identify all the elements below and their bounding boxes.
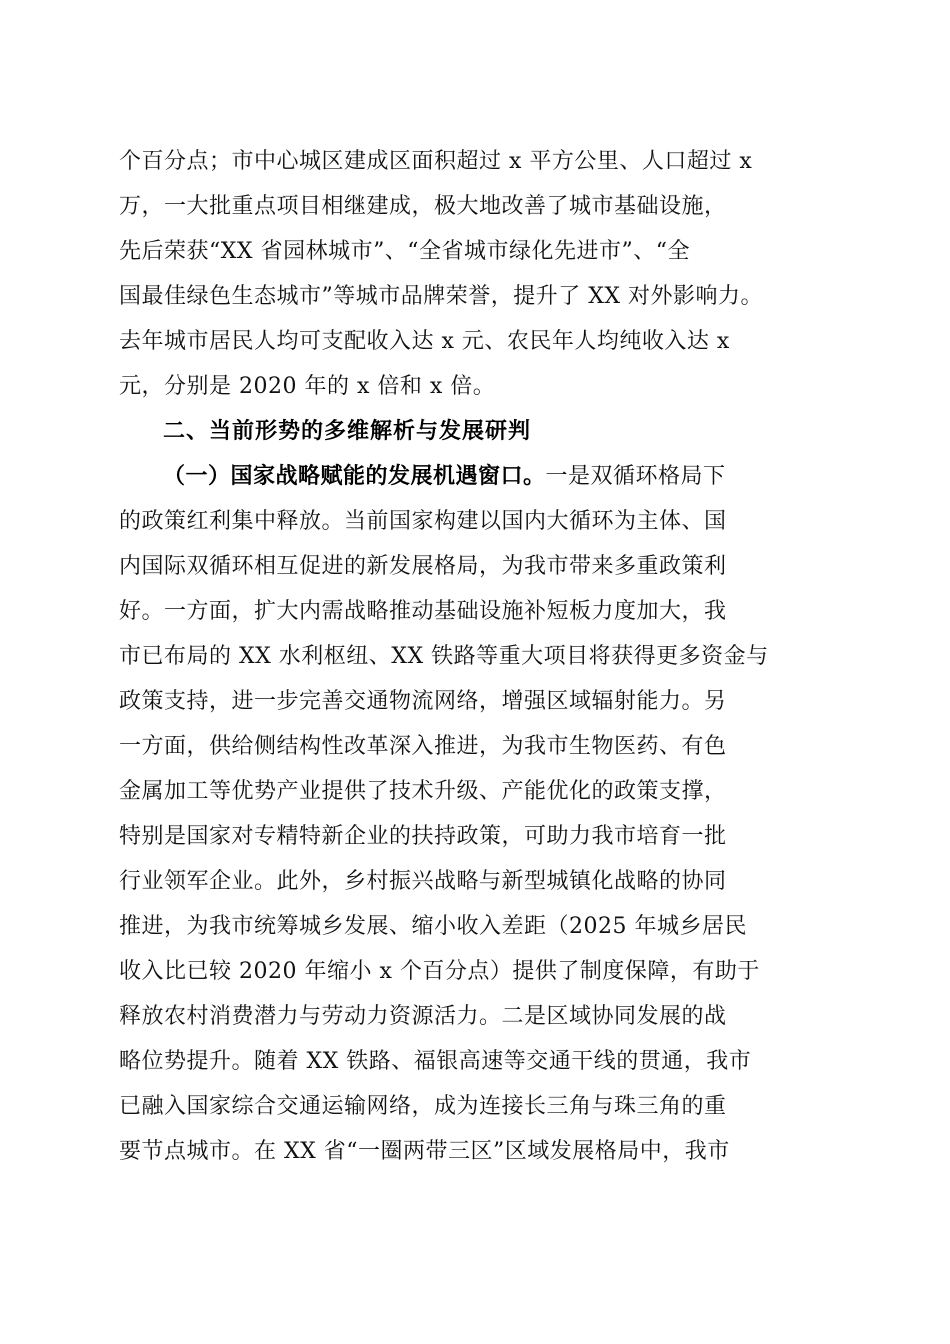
paragraph-line: 要节点城市。在 XX 省“一圈两带三区”区域发展格局中，我市 (119, 1139, 730, 1164)
subsection-first-line-text: 一是双循环格局下 (545, 464, 726, 489)
paragraph-line: 国最佳绿色生态城市”等城市品牌荣誉，提升了 XX 对外影响力。 (119, 284, 764, 309)
paragraph-line: 行业领军企业。此外，乡村振兴战略与新型城镇化战略的协同 (119, 869, 727, 894)
paragraph-line: 政策支持，进一步完善交通物流网络，增强区域辐射能力。另 (119, 689, 727, 714)
paragraph-line: 金属加工等优势产业提供了技术升级、产能优化的政策支撑， (119, 779, 727, 804)
subsection-first-line (163, 457, 875, 497)
paragraph-line: 去年城市居民人均可支配收入达 x 元、农民年人均纯收入达 x (119, 329, 730, 354)
paragraph-line: 已融入国家综合交通运输网络，成为连接长三角与珠三角的重 (119, 1094, 727, 1119)
paragraph-line: 推进，为我市统筹城乡发展、缩小收入差距（2025 年城乡居民 (119, 914, 747, 939)
subsection-heading: （一）国家战略赋能的发展机遇窗口。 (163, 464, 546, 489)
paragraph-line: 略位势提升。随着 XX 铁路、福银高速等交通干线的贯通，我市 (119, 1049, 752, 1074)
section-heading: 二、当前形势的多维解析与发展研判 (163, 419, 532, 444)
paragraph-line: 元，分别是 2020 年的 x 倍和 x 倍。 (119, 374, 496, 399)
paragraph-line: 万，一大批重点项目相继建成，极大地改善了城市基础设施， (119, 194, 727, 219)
paragraph-line: 先后荣获“XX 省园林城市”、“全省城市绿化先进市”、“全 (119, 239, 691, 264)
paragraph-line: 内国际双循环相互促进的新发展格局，为我市带来多重政策利 (119, 554, 727, 579)
paragraph-line: 市已布局的 XX 水利枢纽、XX 铁路等重大项目将获得更多资金与 (119, 644, 769, 669)
paragraph-line: 特别是国家对专精特新企业的扶持政策，可助力我市培育一批 (119, 824, 727, 849)
paragraph-line: 一方面，供给侧结构性改革深入推进，为我市生物医药、有色 (119, 734, 727, 759)
paragraph-line: 个百分点；市中心城区建成区面积超过 x 平方公里、人口超过 x (119, 149, 753, 174)
paragraph-line: 好。一方面，扩大内需战略推动基础设施补短板力度加大，我 (119, 599, 727, 624)
paragraph-line: 释放农村消费潜力与劳动力资源活力。二是区域协同发展的战 (119, 1004, 727, 1029)
paragraph-line: 收入比已较 2020 年缩小 x 个百分点）提供了制度保障，有助于 (119, 959, 760, 984)
paragraph-line: 的政策红利集中释放。当前国家构建以国内大循环为主体、国 (119, 509, 727, 534)
